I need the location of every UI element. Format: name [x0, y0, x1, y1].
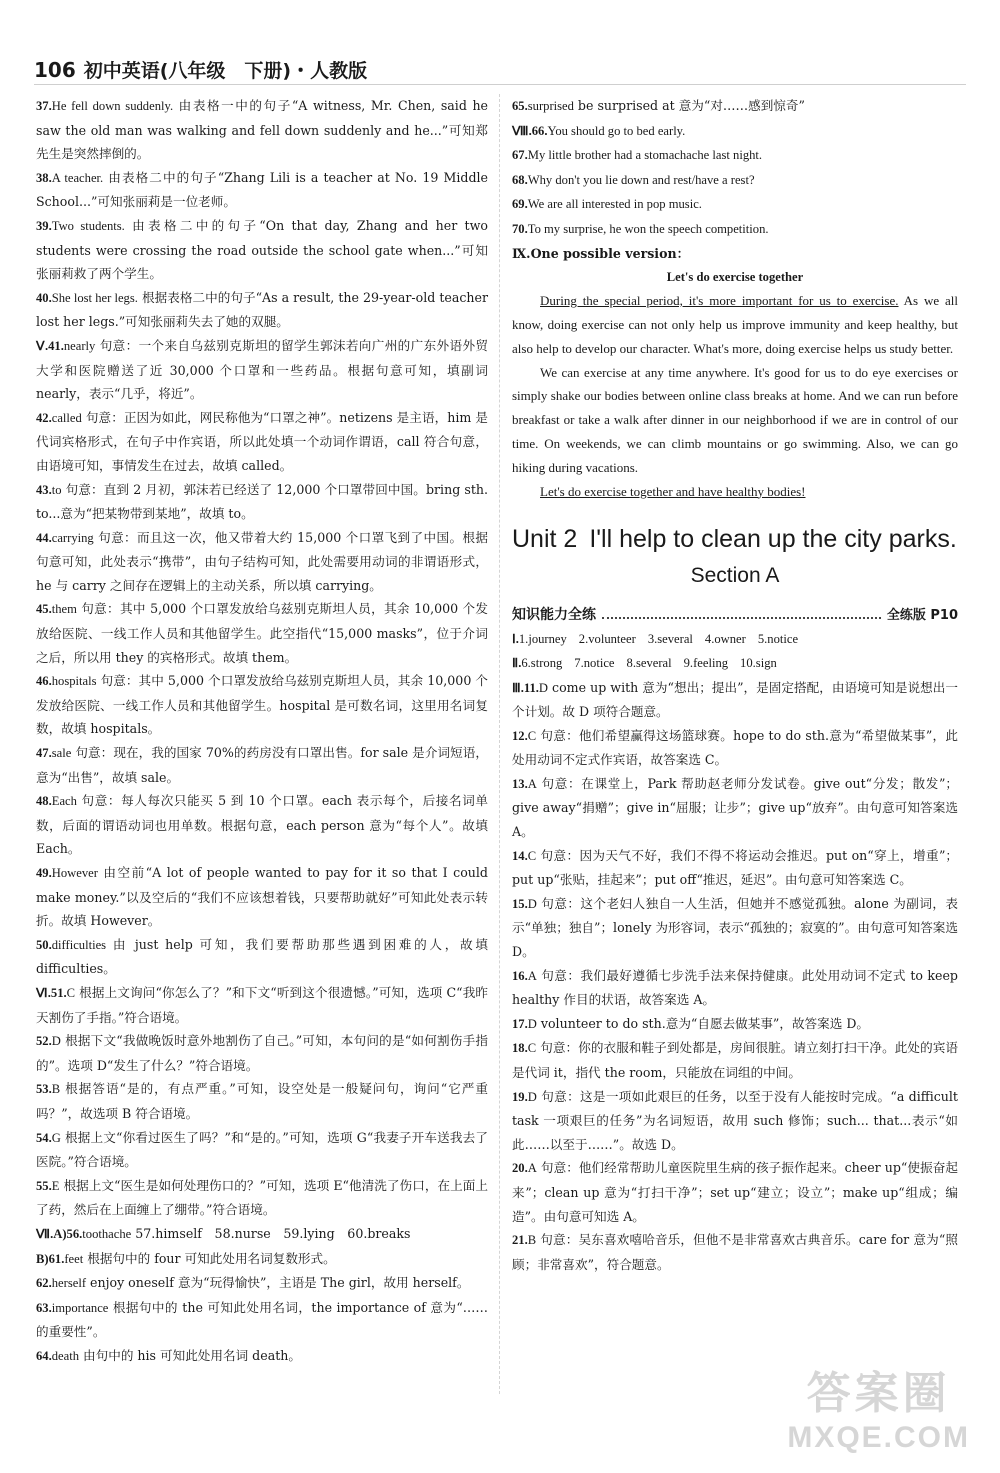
- answer-word: D: [527, 896, 537, 911]
- answer-word: G: [51, 1130, 61, 1145]
- answer-entry: [36, 406, 488, 478]
- answer-entry: [36, 981, 488, 1029]
- answer-entry: [36, 1344, 488, 1369]
- essay-topic-sentence: During the special period, it's more important for us to exercise.: [540, 293, 899, 309]
- page-number: 106: [34, 58, 76, 82]
- answer-explanation: 句意：我们最好遵循七步洗手法来保持健康。此处用动词不定式 to keep healthy 作目的状语，故答案选 A。: [512, 967, 958, 1008]
- answer-explanation: 由表格一中的句子“A witness, Mr. Chen, said he saw the old man was walking and fell down suddenly and he...”可知郑先生是突然摔倒的。: [36, 98, 489, 162]
- answer-entry: [36, 526, 488, 598]
- right-column: [512, 94, 958, 1276]
- essay-label: Ⅸ.One possible version：: [512, 245, 690, 261]
- answer-entry: [36, 214, 488, 286]
- answer-section-marker: Ⅵ.: [36, 985, 51, 1000]
- answer-explanation: 由句中的 his 可知此处用名词 death。: [83, 1347, 301, 1363]
- answer-word: C: [527, 728, 537, 743]
- answer-explanation: 句意：每人每次只能买 5 到 10 个口罩。each 表示每个，后接名词单数，后面的谓语动词也用单数。根据句意，each person 意为“每个人”。故填 Each。: [36, 793, 488, 857]
- answer-word: D: [51, 1034, 61, 1049]
- answer-entry: [512, 1036, 958, 1084]
- answer-number: 42.: [36, 410, 52, 425]
- answer-entry: [512, 676, 958, 724]
- answer-explanation: 根据句中的 the 可知此处用名词，the importance of 意为“……的重要性”。: [36, 1299, 488, 1340]
- answer-explanation: 由 just help 可知，我们要帮助那些遇到困难的人，故填 difficulties。: [36, 936, 488, 977]
- answer-entry: [512, 772, 958, 844]
- unit-number: Unit 2: [512, 525, 578, 554]
- answer-entry: [36, 861, 488, 933]
- answer-word: C: [527, 848, 537, 863]
- answer-entry: [36, 1029, 488, 1077]
- answer-entry: [36, 741, 488, 789]
- answer-explanation: 根据上文询问“你怎么了？”和下文“听到这个很遗憾。”可知，选项 C“我昨天割伤了手指。”符合语境。: [36, 984, 489, 1025]
- answer-number: A)56.: [53, 1226, 83, 1241]
- answer-entry: [36, 1174, 488, 1222]
- answer-word: She lost her legs.: [51, 290, 138, 305]
- answer-item: 10.sign: [740, 655, 777, 670]
- answer-section-marker: Ⅴ.: [36, 338, 49, 353]
- answer-item: 1.journey: [518, 632, 567, 647]
- answer-item: 2.volunteer: [578, 632, 636, 647]
- answer-word: C: [527, 1041, 537, 1056]
- answer-number: B)61.: [36, 1251, 65, 1266]
- answer-explanation: 句意：其中 5,000 个口罩发放给乌兹别克斯坦人员，其余 10,000 个发放给医院、一线工作人员和其他留学生。hospital 是可数名词，这里用名词复数，故填 hospitals。: [36, 673, 488, 737]
- answer-explanation: 根据上文“你看过医生了吗？”和“是的。”可知，选项 G“我妻子开车送我去了医院。”符合语境。: [36, 1129, 488, 1170]
- answer-entry: [512, 964, 958, 1012]
- answer-entry: [512, 168, 958, 193]
- answer-number: 64.: [36, 1348, 52, 1363]
- answer-explanation: 57.himself 58.nurse 59.lying 60.breaks: [135, 1225, 411, 1241]
- answer-word: Two students.: [51, 218, 125, 233]
- answer-word: nearly: [63, 338, 96, 353]
- answer-number: 14.: [512, 848, 528, 863]
- answer-section-marker: Ⅱ.: [512, 655, 522, 670]
- left-column: [36, 94, 488, 1368]
- answer-explanation: 句意：吴东喜欢嘻哈音乐，但他不是非常喜欢古典音乐。care for 意为“照顾；非常喜欢”，符合题意。: [512, 1232, 958, 1272]
- answer-entry: [36, 1271, 488, 1296]
- answer-number: 52.: [36, 1034, 52, 1049]
- answer-explanation: 根据句中的 four 可知此处用名词复数形式。: [87, 1250, 336, 1266]
- answer-word: He fell down suddenly.: [51, 99, 174, 113]
- answer-number: 47.: [36, 746, 52, 761]
- answer-item: 3.several: [647, 632, 693, 647]
- answer-entry: [512, 1085, 958, 1157]
- answer-entry: [36, 1126, 488, 1174]
- answer-entry: [36, 669, 488, 741]
- answer-number: 68.: [512, 172, 528, 187]
- answer-explanation: 句意：正因为如此，网民称他为“口罩之神”。netizens 是主语，him 是代词宾格形式，在句子中作宾语，所以此处填一个动词作谓语，call 符合句意，由语境可知，事情发生在过去，故填 called。: [36, 409, 488, 473]
- answer-number: 15.: [512, 896, 528, 911]
- answer-item: 7.notice: [574, 655, 615, 670]
- practice-ref: 全练版 P10: [886, 608, 958, 624]
- answer-number: 51.: [50, 985, 67, 1000]
- answer-word: called: [51, 410, 82, 425]
- answer-entry: [36, 286, 488, 334]
- answer-number: 13.: [512, 776, 528, 791]
- answer-number: 54.: [36, 1130, 52, 1145]
- answer-number: 66.: [531, 123, 548, 138]
- answer-word: carrying: [51, 530, 94, 545]
- answer-entry: [36, 334, 488, 406]
- answer-explanation: 句意：因为天气不好，我们不得不将运动会推迟。put on“穿上，增重”；put up“张贴，挂起来”；put off“推迟，延迟”。由句意可知答案选 C。: [512, 847, 958, 888]
- answer-entry: [512, 217, 958, 242]
- answer-entry: [512, 192, 958, 217]
- answer-number: 16.: [512, 968, 528, 983]
- answer-word: surprised: [527, 99, 574, 113]
- answer-number: 43.: [36, 482, 52, 497]
- essay-paragraph-3: [512, 480, 958, 504]
- answer-number: 39.: [36, 218, 52, 233]
- essay-paragraph-2: We can exercise at any time anywhere. It's good for us to do eye exercises or simply shake our bodies between online class breaks at home. And we can run before breakfast or take a walk after dinner in our neighborhood if we are in control of our time. On weekends, we can climb mountains or go swimming. Also, we can go hiking during vacations.: [512, 364, 958, 475]
- practice-label: 知识能力全练: [512, 607, 596, 624]
- answer-entry: [36, 1077, 488, 1125]
- answer-explanation: 由表格二中的句子“Zhang Lili is a teacher at No. 19 Middle School...”可知张丽莉是一位老师。: [36, 169, 488, 210]
- answers-11-21: [512, 676, 958, 1277]
- answer-word: Each: [51, 794, 77, 809]
- answer-section-marker: Ⅰ.: [512, 632, 519, 647]
- answers-65-70: [512, 94, 958, 242]
- answer-entry: [36, 94, 488, 166]
- answer-item: 4.owner: [704, 632, 746, 647]
- answer-word: A: [527, 776, 537, 791]
- answer-entry: [512, 1012, 958, 1037]
- answer-explanation: 句意：他们希望赢得这场篮球赛。hope to do sth.意为“希望做某事”，此处用动词不定式作宾语，故答案选 C。: [512, 727, 958, 768]
- answer-explanation: 句意：直到 2 月初，郭沫若已经送了 12,000 个口罩带回中国。bring sth. to...意为“把某物带到某地”，故填 to。: [36, 481, 488, 522]
- watermark-text: 答案圈: [806, 1369, 951, 1418]
- answer-word: My little brother had a stomachache last night.: [527, 148, 763, 163]
- answer-entry: [512, 119, 958, 144]
- answer-entry: [512, 892, 958, 964]
- answer-entry: [512, 844, 958, 892]
- answer-word: death: [51, 1348, 80, 1363]
- answer-entry: [512, 1156, 958, 1228]
- answer-section-marker: Ⅶ.: [36, 1226, 54, 1241]
- answer-number: 45.: [36, 602, 52, 617]
- answer-word: D: [538, 680, 549, 695]
- answer-word: toothache: [82, 1226, 132, 1241]
- answer-item: 9.feeling: [683, 655, 729, 670]
- answer-section-marker: Ⅲ.: [512, 680, 524, 695]
- answer-number: 20.: [512, 1161, 528, 1176]
- column-divider: [499, 94, 500, 1394]
- answer-entry: [36, 1222, 488, 1247]
- answer-entry: [36, 933, 488, 981]
- answer-number: 53.: [36, 1082, 52, 1097]
- answer-number: 18.: [512, 1041, 528, 1056]
- answer-number: 44.: [36, 530, 52, 545]
- answer-word: D: [527, 1089, 537, 1104]
- answer-word: A teacher.: [51, 170, 104, 185]
- answer-number: 19.: [512, 1089, 528, 1104]
- answer-explanation: 句意：一个来自乌兹别克斯坦的留学生郭沫若向广州的广东外语外贸大学和医院赠送了近 30,000 个口罩和一些药品。根据句意可知，填副词 nearly，表示“几乎，将近”。: [36, 337, 488, 402]
- answer-word: D: [527, 1016, 537, 1031]
- answer-item: 8.several: [626, 655, 672, 670]
- section-title: Section A: [690, 564, 780, 588]
- answer-explanation: 句意：他们经常帮助儿童医院里生病的孩子振作起来。cheer up“使振奋起来”；clean up 意为“打扫干净”；set up“建立；设立”；make up“组成；编造”。由句意可知选 A。: [512, 1160, 958, 1224]
- answer-section-marker: Ⅷ.: [512, 123, 532, 138]
- answer-number: 49.: [36, 866, 52, 880]
- answer-word: A: [527, 968, 537, 983]
- answer-explanation: 根据表格二中的句子“As a result, the 29-year-old teacher lost her legs.”可知张丽莉失去了她的双腿。: [36, 289, 488, 330]
- answer-number: 67.: [512, 148, 528, 163]
- answer-explanation: 由空前“A lot of people wanted to pay for it so that I could make money.”以及空后的“我们不应该想着钱，只要帮助就好”可知此处表示转折。故填 However。: [36, 865, 488, 929]
- answer-explanation: 句意：这是一项如此艰巨的任务，以至于没有人能按时完成。“a difficult task 一项艰巨的任务”为名词短语，故用 such 修饰；such... that...表示“如此……以至于……”。故选 D。: [512, 1088, 958, 1152]
- answer-word: sale: [51, 746, 72, 761]
- answer-entry: [512, 143, 958, 168]
- answer-explanation: 句意：其中 5,000 个口罩发放给乌兹别克斯坦人员，其余 10,000 个发放给医院、一线工作人员和其他留学生。此空指代“15,000 masks”，位于介词之后，所以用 they 的宾格形式。故填 them。: [36, 601, 488, 665]
- answer-number: 48.: [36, 794, 52, 809]
- answer-entry: [36, 1247, 488, 1272]
- answer-number: 70.: [512, 221, 528, 236]
- answer-word: them: [51, 602, 77, 617]
- answer-word: hospitals: [51, 674, 97, 689]
- practice-bar: [512, 604, 958, 624]
- answer-number: 40.: [36, 290, 52, 305]
- page-header: [34, 56, 367, 86]
- answer-entry: [512, 1228, 958, 1276]
- answer-word: difficulties: [51, 937, 107, 952]
- answer-explanation: volunteer to do sth.意为“自愿去做某事”，故答案选 D。: [540, 1015, 870, 1031]
- answer-word: B: [527, 1233, 537, 1248]
- answer-explanation: 句意：而且这一次，他又带着大约 15,000 个口罩飞到了中国。根据句意可知，此处表示“携带”，由句子结构可知，此处需要用动词的非谓语形式，he 与 carry 之间存在逻辑上的主动关系，所以填 carrying。: [36, 529, 488, 593]
- answer-entry: [36, 597, 488, 669]
- essay-paragraph-1-body: As we all know, doing exercise can not only help us improve immunity and keep healthy, but also help to develop our character. What's more, doing exercise helps us study better.: [512, 293, 958, 356]
- answer-number: 11.: [523, 680, 539, 695]
- answer-explanation: 句意：你的衣服和鞋子到处都是，房间很脏。请立刻打扫干净。此处的宾语是代词 it，指代 the room，只能放在词组的中间。: [512, 1040, 958, 1081]
- answer-explanation: 由表格二中的句子“On that day, Zhang and her two students were crossing the road outside the school gate when...”可知张丽莉救了两个学生。: [36, 217, 488, 282]
- answer-entry: [36, 789, 488, 861]
- answer-number: 37.: [36, 99, 52, 113]
- answers-row-2: [512, 652, 958, 676]
- answers-row-1: [512, 628, 958, 652]
- essay-closing-sentence: Let's do exercise together and have healthy bodies!: [540, 483, 806, 499]
- answer-number: 41.: [48, 338, 64, 353]
- unit-heading: [512, 525, 958, 554]
- answer-number: 38.: [36, 170, 52, 185]
- answer-entry: [36, 478, 488, 526]
- dotted-leader: [602, 617, 881, 619]
- answer-item: 5.notice: [757, 632, 799, 647]
- answer-word: feet: [64, 1251, 84, 1266]
- answer-word: You should go to bed early.: [547, 123, 686, 138]
- answer-number: 17.: [512, 1016, 528, 1031]
- answer-explanation: 句意：在课堂上，Park 帮助赵老师分发试卷。give out“分发；散发”；give away“捐赠”；give in“屈服；让步”；give up“放弃”。由句意可知答案选 A。: [512, 775, 958, 840]
- book-title: 初中英语(八年级 下册)・人教版: [83, 60, 368, 82]
- answer-entry: [36, 166, 488, 214]
- answer-number: 12.: [512, 728, 528, 743]
- answer-number: 65.: [512, 99, 528, 113]
- answer-explanation: 根据上文“医生是如何处理伤口的？”可知，选项 E“他清洗了伤口，在上面上了药，然后在上面缠上了绷带。”符合语境。: [36, 1177, 488, 1218]
- answer-item: 6.strong: [521, 655, 563, 670]
- answer-word: E: [51, 1178, 60, 1193]
- watermark-logo: [787, 1357, 970, 1455]
- answer-number: 62.: [36, 1276, 52, 1291]
- answer-explanation: 根据下文“我做晚饭时意外地割伤了自己。”可知，本句问的是“如何割伤手指的”。选项 D“发生了什么？”符合语境。: [36, 1033, 488, 1073]
- answer-explanation: 根据答语“是的，有点严重。”可知，设空处是一般疑问句，询问“它严重吗？”，故选项 B 符合语境。: [36, 1081, 488, 1121]
- answer-explanation: be surprised at 意为“对……感到惊奇”: [577, 98, 805, 113]
- answer-word: C: [66, 985, 76, 1000]
- essay-title: Let's do exercise together: [666, 270, 804, 285]
- answer-number: 69.: [512, 197, 528, 212]
- answer-explanation: enjoy oneself 意为“玩得愉快”，主语是 The girl，故用 herself。: [90, 1275, 470, 1291]
- unit-title: I'll help to clean up the city parks.: [589, 525, 957, 554]
- answer-word: A: [527, 1161, 537, 1176]
- answer-word: to: [51, 482, 62, 497]
- answer-explanation: 句意：现在，我的国家 70%的药房没有口罩出售。for sale 是介词短语，意为“出售”，故填 sale。: [36, 745, 488, 785]
- watermark-url: MXQE.COM: [787, 1421, 970, 1454]
- answer-number: 63.: [36, 1300, 52, 1315]
- answer-number: 50.: [36, 937, 52, 952]
- header-rule: [34, 84, 966, 85]
- answer-word: We are all interested in pop music.: [527, 197, 702, 212]
- answer-explanation: 句意：这个老妇人独自一人生活，但她并不感觉孤独。alone 为副词，表示“单独；独自”；lonely 为形容词，表示“孤独的；寂寞的”。由句意可知答案选 D。: [512, 895, 958, 960]
- answer-number: 55.: [36, 1178, 52, 1193]
- answer-explanation: come up with 意为“想出；提出”，是固定搭配，由语境可知是说想出一个计划。故 D 项符合题意。: [512, 679, 958, 720]
- answer-number: 46.: [36, 674, 52, 689]
- answer-word: B: [51, 1082, 61, 1097]
- answer-word: Why don't you lie down and rest/have a rest?: [527, 172, 755, 187]
- answer-entry: [36, 1296, 488, 1344]
- answer-entry: [512, 94, 958, 119]
- answer-word: However: [51, 866, 98, 880]
- answer-word: herself: [51, 1276, 87, 1291]
- essay-paragraph-1: [512, 289, 958, 360]
- answer-number: 21.: [512, 1233, 528, 1248]
- answer-word: importance: [51, 1300, 109, 1315]
- answer-word: To my surprise, he won the speech competition.: [527, 221, 769, 236]
- answer-entry: [512, 724, 958, 772]
